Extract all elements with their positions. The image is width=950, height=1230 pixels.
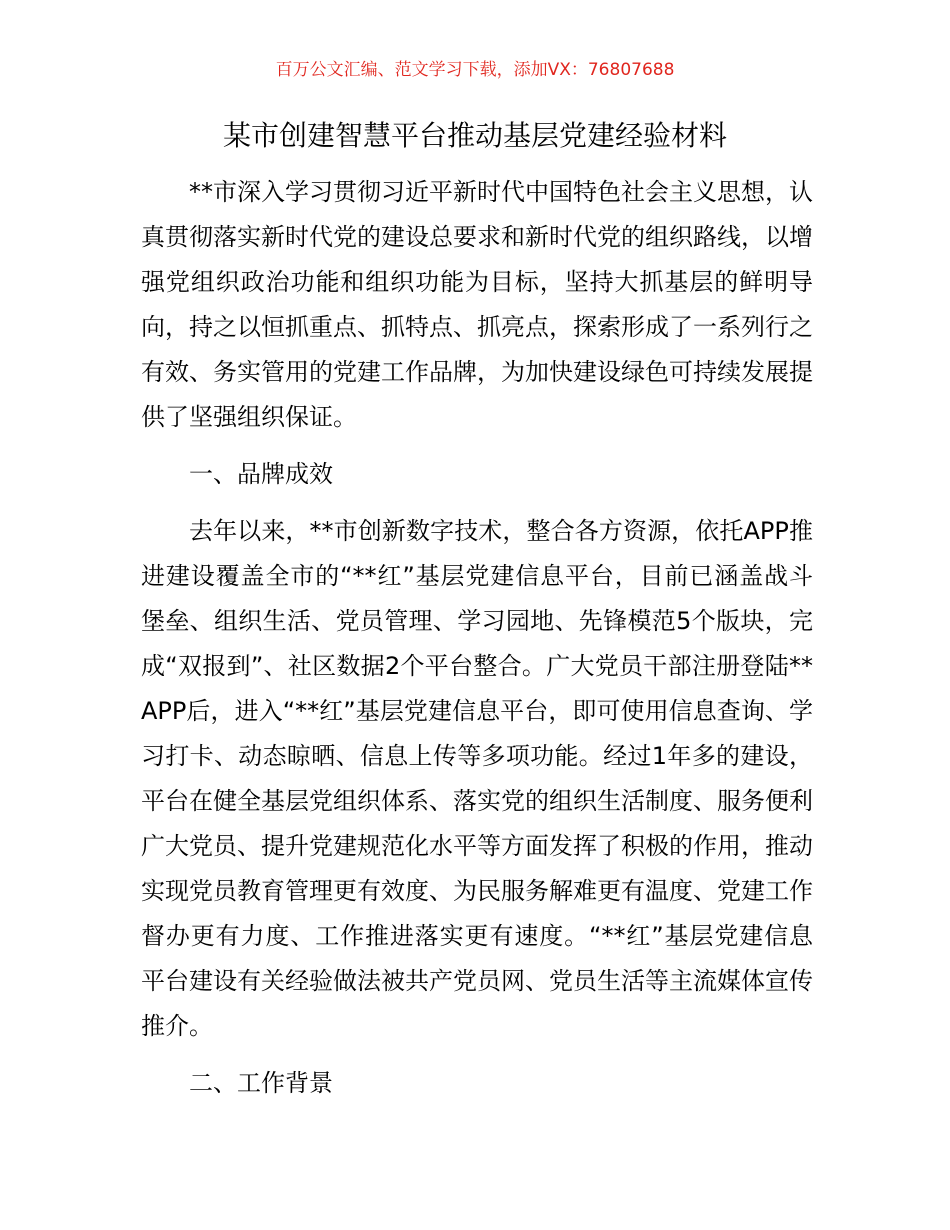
document-body — [141, 170, 813, 1106]
paragraph-gap — [141, 440, 813, 452]
section-heading-2: 二、工作背景 — [189, 1069, 333, 1097]
section-1-paragraph: 去年以来，**市创新数字技术，整合各方资源，依托APP推进建设覆盖全市的“**红”基层党建信息平台，目前已涵盖战斗堡垒、组织生活、党员管理、学习园地、先锋模范5个版块，完成“双报到”、社区数据2个平台整合。广大党员干部注册登陆**APP后，进入“**红”基层党建信息平台，即可使用信息查询、学习打卡、动态晾晒、信息上传等多项功能。经过1年多的建设，平台在健全基层党组织体系、落实党的组织生活制度、服务便利广大党员、提升党建规范化水平等方面发挥了积极的作用，推动实现党员教育管理更有效度、为民服务解难更有温度、党建工作督办更有力度、工作推进落实更有速度。“**红”基层党建信息平台建设有关经验做法被共产党员网、党员生活等主流媒体宣传推介。 — [141, 517, 813, 1040]
paragraph-gap — [141, 497, 813, 509]
section-heading-1: 一、品牌成效 — [189, 460, 333, 488]
paragraph-gap — [141, 1049, 813, 1061]
watermark-banner: 百万公文汇编、范文学习下载，添加VX：76807688 — [275, 60, 675, 80]
intro-paragraph: **市深入学习贯彻习近平新时代中国特色社会主义思想，认真贯彻落实新时代党的建设总要求和新时代党的组织路线，以增强党组织政治功能和组织功能为目标，坚持大抓基层的鲜明导向，持之以恒抓重点、抓特点、抓亮点，探索形成了一系列行之有效、务实管用的党建工作品牌，为加快建设绿色可持续发展提供了坚强组织保证。 — [141, 178, 813, 431]
document-title: 某市创建智慧平台推动基层党建经验材料 — [222, 119, 727, 152]
